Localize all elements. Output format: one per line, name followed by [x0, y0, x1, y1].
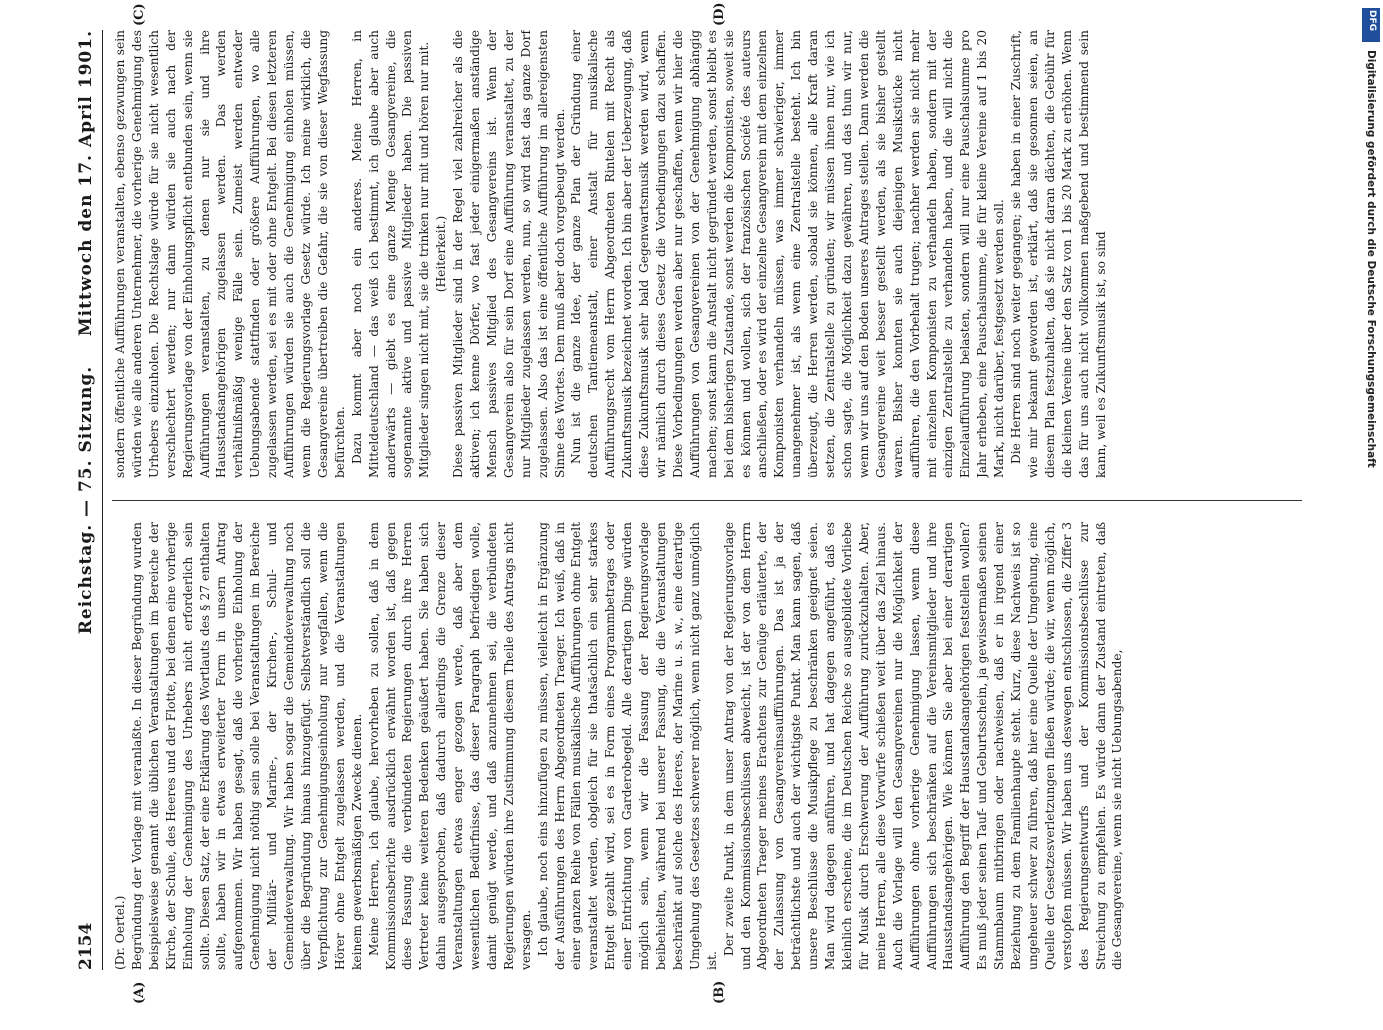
speaker-label: (Dr. Oertel.)	[113, 895, 127, 970]
session-title: Reichstag. — 75. Sitzung.	[76, 365, 96, 635]
margin-letter-d: (D)	[712, 2, 727, 26]
margin-letter-a: (A)	[132, 981, 147, 1004]
digitization-note-text: Digitalisierung gefördert durch die Deutsche Forschungsgemeinschaft	[1365, 50, 1377, 468]
paragraph: Ich glaube, noch eins hinzufügen zu müssen, vielleicht in Ergänzung der Ausführungen des Herrn Abgeordneten Traeger. Ich weiß, daß in einer ganzen Reihe von Fällen musikalische Aufführungen ohne Entgelt veranstaltet werden, obgleich für sie thatsächlich ein sehr starkes Entgelt gezahlt wird, sei es in Form eines Programmbetrages oder einer Entrichtung von Garderobegeld. Alle derartigen Dinge würden möglich sein, wenn wir die Fassung der Regierungsvorlage beibehielten, während bei unserer Fassung, die die Veranstaltungen beschränkt auf solche des Heeres, der Marine u. s. w., eine derartige Umgehung des Gesetzes schwerer möglich, wenn nicht ganz unmöglich ist.	[535, 522, 719, 970]
paragraph: Dazu kommt aber noch ein anderes. Meine Herren, in Mitteldeutschland — das weiß ich bestimmt, ich glaube aber auch anderwärts — giebt es eine ganze Menge Gesangvereine, die sogenannte aktive und passive Mitglieder haben. Die passiven Mitglieder singen nicht mit, sie die trinken nur mit und hören nur mit.	[349, 30, 432, 478]
column-divider	[112, 500, 1302, 501]
digitization-note	[1357, 50, 1381, 1030]
paragraph: Die Herren sind noch weiter gegangen; sie haben in einer Zuschrift, wie mir bekannt geworden ist, erklärt, daß sie gesonnen seien, an diesem Plan festzuhalten, daß sie nicht daran dächten, die Gebühr für die kleinen Vereine über den Satz von 1 bis 20 Mark zu erhöhen. Wenn das für uns auch nicht vollkommen maßgebend und bestimmend sein kann, weil es Zukunftsmusik ist, so sind	[1009, 30, 1108, 478]
dfg-logo: DFG	[1362, 8, 1380, 42]
right-column	[112, 30, 1302, 478]
paragraph: Nun ist die ganze Idee, der ganze Plan der Gründung einer deutschen Tantiemeanstalt, einer Anstalt für musikalische Aufführungsrecht vom Herrn Abgeordneten Rintelen mit Recht als Zukunftsmusik bezeichnet worden. Ich bin aber der Ueberzeugung, daß diese Zukunftsmusik sehr bald Gegenwartsmusik werden wird, wenn wir nämlich durch dieses Gesetz die Vorbedingungen dazu schaffen. Diese Vorbedingungen werden aber nur geschaffen, wenn wir hier die Aufführungen von Gesangvereinen von der Genehmigung abhängig machen; sonst kann die Anstalt nicht gegründet werden, sonst bleibt es bei dem bisherigen Zustande, sonst werden die Komponisten, soweit sie es können und wollen, sich der französischen Société des auteurs anschließen, oder es wird der einzelne Gesangverein mit dem einzelnen Komponisten verhandeln müssen, was immer schwieriger, immer unangenehmer ist, als wenn eine Zentralstelle besteht. Ich bin überzeugt, die Herren werden, sobald sie können, alle Kraft daran setzen, die Zentralstelle zu gründen; wir müssen ihnen nur, wie ich schon sagte, die Möglichkeit dazu gewähren, und das thun wir nur, wenn wir uns auf den Boden unseres Antrages stellen. Dann werden die Gesangvereine weit besser gestellt werden, als sie bisher gestellt waren. Bisher konnten sie auch diejenigen Musikstücke nicht aufführen, die den Vorbehalt trugen; nachher werden sie nicht mehr mit einzelnen Komponisten zu verhandeln haben, sondern mit der einzigen Zentralstelle zu verhandeln haben, und die will nicht die Einzelaufführung belasten, sondern will nur eine Pauschalsumme pro Jahr erheben, eine Pauschalsumme, die für kleine Vereine auf 1 bis 20 Mark, nicht darüber, festgesetzt werden soll.	[569, 30, 1007, 478]
paragraph: Diese passiven Mitglieder sind in der Regel viel zahlreicher als die aktiven; ich kenne Dörfer, wo fast jeder einigermaßen anständige Mensch passives Mitglied des Gesangvereins ist. Wenn der Gesangverein also für sein Dorf eine Aufführung veranstaltet, zu der nur Mitglieder zugelassen werden, nun, so wird fast das ganze Dorf zugelassen. Also das ist eine öffentliche Aufführung im allereigensten Sinne des Wortes. Dem muß aber doch vorgebeugt werden.	[451, 30, 567, 478]
newspaper-page	[72, 2, 1312, 1004]
session-date: Mittwoch den 17. April 1901.	[76, 30, 96, 337]
margin-letter-b: (B)	[712, 980, 727, 1004]
paragraph: Begründung der Vorlage mit veranlaßte. In dieser Begründung wurden beispielsweise genannt die üblichen Veranstaltungen im Bereiche der Kirche, der Schule, des Heeres und der Flotte, bei denen eine vorherige Einholung der Genehmigung des Urhebers nicht erforderlich sein sollte. Diesen Satz, der eine Erklärung des Wortlauts des § 27 enthalten sollte, haben wir in etwas erweiterter Form in unsern Antrag aufgenommen. Wir haben gesagt, daß die vorherige Einholung der Genehmigung nicht nöthig sein solle bei Veranstaltungen im Bereiche der Militär- und Marine-, der Kirchen-, Schul- und Gemeindeverwaltung. Wir haben sogar die Gemeindeverwaltung noch über die Begründung hinaus hinzugefügt. Selbstverständlich soll die Verpflichtung zur Genehmigungseinholung nur wegfallen, wenn die Hörer ohne Entgelt zugelassen werden, und die Veranstaltungen keinem gewerbsmäßigen Zwecke dienen.	[129, 522, 364, 970]
page-header	[72, 30, 103, 970]
left-column	[112, 522, 1302, 970]
page-number: 2154	[76, 922, 96, 970]
interjection: (Heiterkeit.)	[434, 215, 449, 293]
margin-letter-c: (C)	[132, 3, 147, 26]
paragraph: Meine Herren, ich glaube, hervorheben zu sollen, daß in dem Kommissionsberichte ausdrücklich erwähnt worden ist, daß gegen diese Fassung die verbündeten Regierungen durch ihre Herren Vertreter keine weiteren Bedenken geäußert haben. Sie haben sich dahin ausgesprochen, daß dadurch allerdings die Grenze dieser Veranstaltungen etwas enger gezogen werde, daß aber dem wesentlichen Bedürfnisse, das dieser Paragraph befriedigen wolle, damit genügt werde, und daß anzunehmen sei, die verbündeten Regierungen würden ihre Zustimmung diesem Theile des Antrags nicht versagen.	[366, 522, 533, 970]
paragraph: sondern öffentliche Aufführungen veranstalten, ebenso gezwungen sein würden wie alle anderen Unternehmer, die vorherige Genehmigung des Urhebers einzuholen. Die Rechtslage würde für sie nicht wesentlich verschlechtert werden; nur dann würden sie auch nach der Regierungsvorlage von der Einholungspflicht entbunden sein, wenn sie Aufführungen veranstalten, zu denen nur sie und ihre Hausstandsangehörigen zugelassen werden. Das werden verhältnißmäßig wenige Fälle sein. Zumeist werden entweder Uebungsabende stattfinden oder größere Aufführungen, wo alle zugelassen werden, sei es mit oder ohne Entgelt. Bei diesen letzteren Aufführungen würden sie auch die Genehmigung einholen müssen, wenn die Regierungsvorlage Gesetz würde. Ich meine wirklich, die Gesangvereine übertreiben die Gefahr, die sie von dieser Wegfassung befürchten.	[113, 30, 347, 478]
paragraph: Der zweite Punkt, in dem unser Antrag von der Regierungsvorlage und den Kommissionsbeschlüssen abweicht, ist der von dem Herrn Abgeordneten Traeger meines Erachtens zur Genüge erläuterte, der der Zulassung von Gesangvereinsaufführungen. Das ist ja der beträchtlichste und auch der wichtigste Punkt. Man kann sagen, daß unsere Beschlüsse die Musikpflege zu beschränken geeignet seien. Man wird dagegen anführen, und hat dagegen angeführt, daß es kleinlich erscheine, die im Deutschen Reiche so ausgebildete Vorliebe für Musik durch Erschwerung der Aufführung zurückzuhalten. Aber, meine Herren, alle diese Vorwürfe schießen weit über das Ziel hinaus. Auch die Vorlage will den Gesangvereinen nur die Möglichkeit der Aufführungen ohne vorherige Genehmigung lassen, wenn diese Aufführungen sich beschränken auf die Vereinsmitglieder und ihre Hausstandsangehörigen. Wie können Sie aber bei einer derartigen Aufführung den Begriff der Hausstandsangehörigen feststellen wollen? Es muß jeder seinen Tauf- und Geburtsschein, ja gewissermaßen seinen Stammbaum mitbringen oder nachweisen, daß er in irgend einer Beziehung zu dem Familienhaupte steht. Kurz, diese Nachweis ist so ungeheuer schwer zu führen, daß hier eine Quelle der Umgehung, eine Quelle der Gesetzesverletzungen fließen würde; die wir, wenn möglich, verstopfen müssen. Wir haben uns deswegen entschlossen, die Ziffer 3 des Regierungsentwurfs und der Kommissionsbeschlüsse zur Streichung zu empfehlen. Es würde dann der Zustand eintreten, daß die Gesangvereine, wenn sie nicht Uebungsabende,	[721, 522, 1125, 970]
